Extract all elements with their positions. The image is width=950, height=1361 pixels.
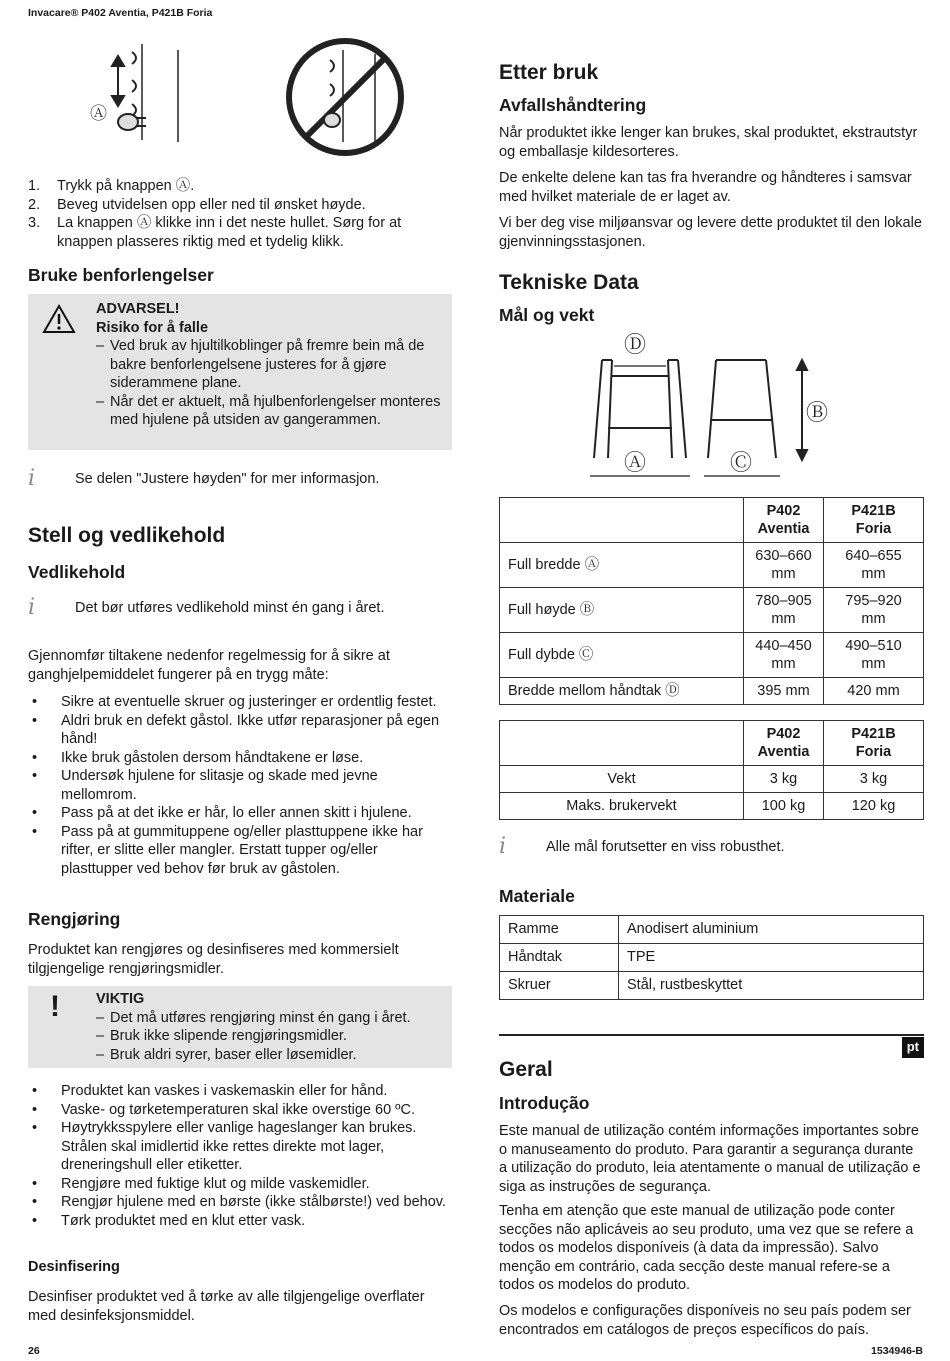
list-item: • Undersøk hjulene for slitasje og skade med jevne mellomrom.	[28, 767, 452, 804]
language-divider	[499, 1034, 924, 1036]
list-item: • Tørk produktet med en klut etter vask.	[28, 1212, 452, 1231]
column-header: P421B Foria	[824, 721, 924, 766]
list-item: • Ikke bruk gåstolen dersom håndtakene er løse.	[28, 749, 452, 768]
subheading-materiale: Materiale	[499, 886, 575, 906]
height-adjust-illustration	[80, 30, 420, 160]
list-item: • Aldri bruk en defekt gåstol. Ikke utfør reparasjoner på egen hånd!	[28, 712, 452, 749]
cleaning-list	[28, 1082, 452, 1230]
list-item: 2. Beveg utvidelsen opp eller ned til ønsket høyde.	[28, 196, 366, 213]
warning-title: ADVARSEL!	[96, 301, 180, 317]
subheading-vedlikehold: Vedlikehold	[28, 562, 126, 582]
section-heading-stell: Stell og vedlikehold	[28, 524, 226, 547]
subheading-desinfisering: Desinfisering	[28, 1259, 120, 1275]
list-item: • Høytrykksspylere eller vanlige hageslanger kan brukes. Strålen skal imidlertid ikke rettes direkte mot lager, dreneringshull eller etiketter.	[28, 1119, 452, 1175]
table-row: Full bredde Ⓐ 630–660 mm 640–655 mm	[500, 543, 924, 588]
warning-triangle-icon	[42, 304, 76, 334]
list-item: – Bruk aldri syrer, baser eller løsemidler.	[96, 1046, 446, 1065]
label-d: Ⓓ	[624, 333, 647, 358]
paragraph: De enkelte delene kan tas fra hverandre og håndteres i samsvar med hvilket materiale de er laget av.	[499, 170, 912, 205]
warning-box	[28, 294, 452, 450]
exclamation-icon: !	[50, 990, 60, 1023]
list-item: • Pass på at gummituppene og/eller plasttuppene ikke har rifter, er slitte eller mangler. Erstatt tupper og/eller plasttupper ved behov før bruk av gåstolen.	[28, 823, 452, 879]
label-a: Ⓐ	[624, 451, 647, 476]
info-note: i Se delen "Justere høyden" for mer informasjon.	[28, 466, 380, 491]
dimensions-diagram	[580, 330, 840, 478]
adjust-steps	[28, 177, 452, 251]
list-item: 3. La knappen Ⓐ klikke inn i det neste hullet. Sørg for at knappen plasseres riktig med et tydelig klikk.	[28, 215, 402, 250]
document-id: 1534946-B	[871, 1345, 923, 1357]
paragraph: Produktet kan rengjøres og desinfiseres med kommersielt tilgjengelige rengjøringsmidler.	[28, 942, 399, 977]
subheading-introducao: Introdução	[499, 1093, 590, 1113]
paragraph: Vi ber deg vise miljøansvar og levere dette produktet til den lokale gjenvinningsstasjonen.	[499, 215, 922, 250]
section-heading-etter: Etter bruk	[499, 61, 599, 84]
material-table	[499, 915, 924, 1000]
table-row: Ramme Anodisert aluminium	[500, 916, 924, 944]
running-header: Invacare® P402 Aventia, P421B Foria	[28, 7, 213, 19]
info-icon: i	[499, 834, 507, 859]
column-header: P402 Aventia	[744, 721, 824, 766]
subheading-rengjoring: Rengjøring	[28, 909, 121, 929]
info-note: i Alle mål forutsetter en viss robusthet.	[499, 834, 785, 859]
subheading-mal: Mål og vekt	[499, 305, 595, 325]
list-item: • Produktet kan vaskes i vaskemaskin eller for hånd.	[28, 1082, 452, 1101]
subheading-avfall: Avfallshåndtering	[499, 95, 647, 115]
maintenance-list	[28, 693, 452, 878]
table-row: Bredde mellom håndtak Ⓓ 395 mm 420 mm	[500, 678, 924, 705]
paragraph: Tenha em atenção que este manual de utilização pode conter secções não aplicáveis ao seu produto, uma vez que se refere a todos os modelos disponíveis (à data da impressão). Salvo menção em contrário, cada secção deste manual refere-se a todos os modelos do produto.	[499, 1203, 914, 1293]
list-item: • Sikre at eventuelle skruer og justeringer er ordentlig festet.	[28, 693, 452, 712]
label-c: Ⓒ	[730, 451, 753, 476]
list-item: 1. Trykk på knappen Ⓐ.	[28, 178, 195, 194]
section-heading-tekniske: Tekniske Data	[499, 271, 639, 294]
table-row: Maks. brukervekt 100 kg 120 kg	[500, 793, 924, 820]
list-item: – Bruk ikke slipende rengjøringsmidler.	[96, 1027, 446, 1046]
column-header: P402 Aventia	[744, 498, 824, 543]
table-row: Full dybde Ⓒ 440–450 mm 490–510 mm	[500, 633, 924, 678]
label-b: Ⓑ	[806, 401, 829, 426]
info-icon: i	[28, 595, 36, 620]
info-icon: i	[28, 466, 36, 491]
dimensions-table	[499, 497, 924, 705]
page-number: 26	[28, 1345, 40, 1357]
list-item: – Ved bruk av hjultilkoblinger på fremre bein må de bakre benforlengelsene justeres for å gjøre siderammene plane.	[96, 337, 442, 393]
info-note: i Det bør utføres vedlikehold minst én gang i året.	[28, 595, 385, 620]
list-item: • Vaske- og tørketemperaturen skal ikke overstige 60 ºC.	[28, 1101, 452, 1120]
list-item: • Rengjøre med fuktige klut og milde vaskemidler.	[28, 1175, 452, 1194]
important-box	[28, 986, 452, 1068]
paragraph: Este manual de utilização contém informações importantes sobre o manuseamento do produto. Para garantir a segurança durante a utilização do produto, leia atentamente o manual de utilização e siga as instruções de segurança.	[499, 1123, 921, 1195]
column-header: P421B Foria	[824, 498, 924, 543]
paragraph: Desinfiser produktet ved å tørke av alle tilgjengelige overflater med desinfeksjonsmiddel.	[28, 1289, 425, 1324]
weight-table	[499, 720, 924, 820]
paragraph: Gjennomfør tiltakene nedenfor regelmessig for å sikre at ganghjelpemiddelet fungerer på en trygg måte:	[28, 648, 390, 683]
warning-subtitle: Risiko for å falle	[96, 319, 209, 336]
list-item: • Rengjør hjulene med en børste (ikke stålbørste!) ved behov.	[28, 1193, 452, 1212]
language-badge: pt	[902, 1037, 924, 1058]
list-item: – Når det er aktuelt, må hjulbenforlengelser monteres med hjulene på utsiden av gangerammen.	[96, 393, 442, 430]
table-row: Skruer Stål, rustbeskyttet	[500, 972, 924, 1000]
important-title: VIKTIG	[96, 991, 145, 1007]
list-item: – Det må utføres rengjøring minst én gang i året.	[96, 1009, 446, 1028]
table-row: Full høyde Ⓑ 780–905 mm 795–920 mm	[500, 588, 924, 633]
table-row: Vekt 3 kg 3 kg	[500, 766, 924, 793]
paragraph: Os modelos e configurações disponíveis no seu país podem ser encontrados em catálogos de preços específicos do país.	[499, 1303, 911, 1338]
list-item: • Pass på at det ikke er hår, lo eller annen skitt i hjulene.	[28, 804, 452, 823]
label-a: Ⓐ	[90, 104, 107, 124]
table-row: Håndtak TPE	[500, 944, 924, 972]
section-heading-geral: Geral	[499, 1058, 553, 1081]
paragraph: Når produktet ikke lenger kan brukes, skal produktet, ekstrautstyr og emballasje kildesorteres.	[499, 125, 918, 160]
section-heading-bruke: Bruke benforlengelser	[28, 265, 214, 285]
